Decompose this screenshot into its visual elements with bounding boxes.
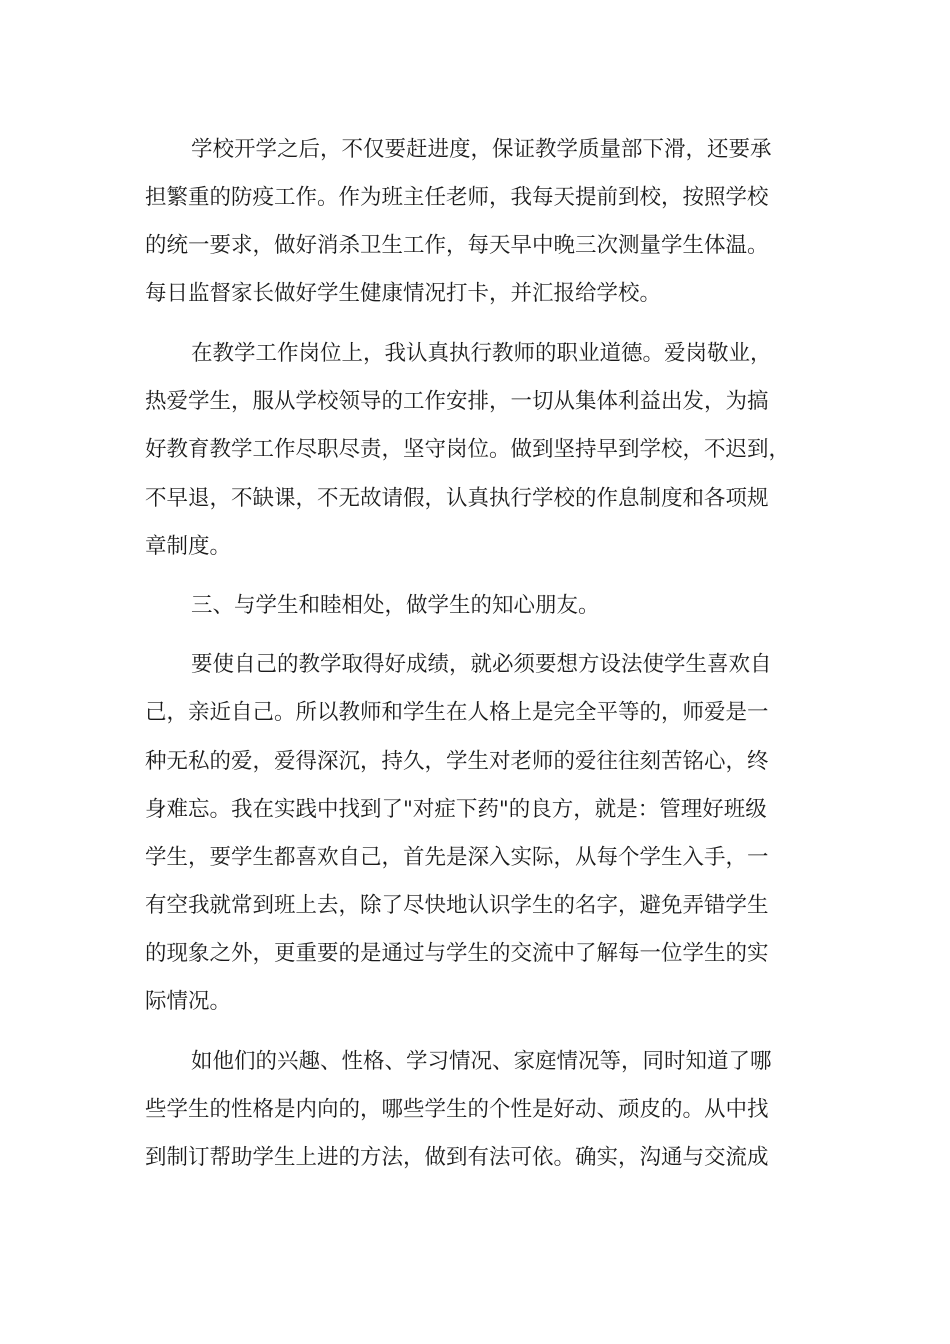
paragraph-4-line-5: 学生，要学生都喜欢自己，首先是深入实际，从每个学生入手，一 <box>145 845 769 870</box>
paragraph-1-line-3: 的统一要求，做好消杀卫生工作，每天早中晚三次测量学生体温。 <box>145 233 769 258</box>
paragraph-4-line-2: 己，亲近自己。所以教师和学生在人格上是完全平等的，师爱是一 <box>145 700 769 725</box>
paragraph-4-line-8: 际情况。 <box>145 989 232 1014</box>
paragraph-2-line-1: 在教学工作岗位上，我认真执行教师的职业道德。爱岗敬业， <box>191 341 772 366</box>
paragraph-2-line-5: 章制度。 <box>145 534 232 559</box>
paragraph-2-line-3: 好教育教学工作尽职尽责，坚守岗位。做到坚持早到学校，不迟到， <box>145 437 791 462</box>
paragraph-4-line-3: 种无私的爱，爱得深沉，持久，学生对老师的爱往往刻苦铭心，终 <box>145 749 769 774</box>
paragraph-5-line-3: 到制订帮助学生上进的方法，做到有法可依。确实，沟通与交流成 <box>145 1145 769 1170</box>
section-heading-3: 三、与学生和睦相处，做学生的知心朋友。 <box>191 593 600 618</box>
paragraph-5-line-1: 如他们的兴趣、性格、学习情况、家庭情况等，同时知道了哪 <box>191 1049 772 1074</box>
paragraph-2-line-2: 热爱学生，服从学校领导的工作安排，一切从集体利益出发，为搞 <box>145 389 769 414</box>
paragraph-4-line-1: 要使自己的教学取得好成绩，就必须要想方设法使学生喜欢自 <box>191 652 772 677</box>
paragraph-1-line-4: 每日监督家长做好学生健康情况打卡，并汇报给学校。 <box>145 281 662 306</box>
paragraph-4-line-6: 有空我就常到班上去，除了尽快地认识学生的名字，避免弄错学生 <box>145 893 769 918</box>
paragraph-4-line-7: 的现象之外，更重要的是通过与学生的交流中了解每一位学生的实 <box>145 941 769 966</box>
paragraph-1-line-1: 学校开学之后，不仅要赶进度，保证教学质量部下滑，还要承 <box>191 137 772 162</box>
paragraph-5-line-2: 些学生的性格是内向的，哪些学生的个性是好动、顽皮的。从中找 <box>145 1097 769 1122</box>
paragraph-4-line-4: 身难忘。我在实践中找到了"对症下药"的良方，就是：管理好班级 <box>145 797 767 822</box>
paragraph-1-line-2: 担繁重的防疫工作。作为班主任老师，我每天提前到校，按照学校 <box>145 185 769 210</box>
paragraph-2-line-4: 不早退，不缺课，不无故请假，认真执行学校的作息制度和各项规 <box>145 486 769 511</box>
